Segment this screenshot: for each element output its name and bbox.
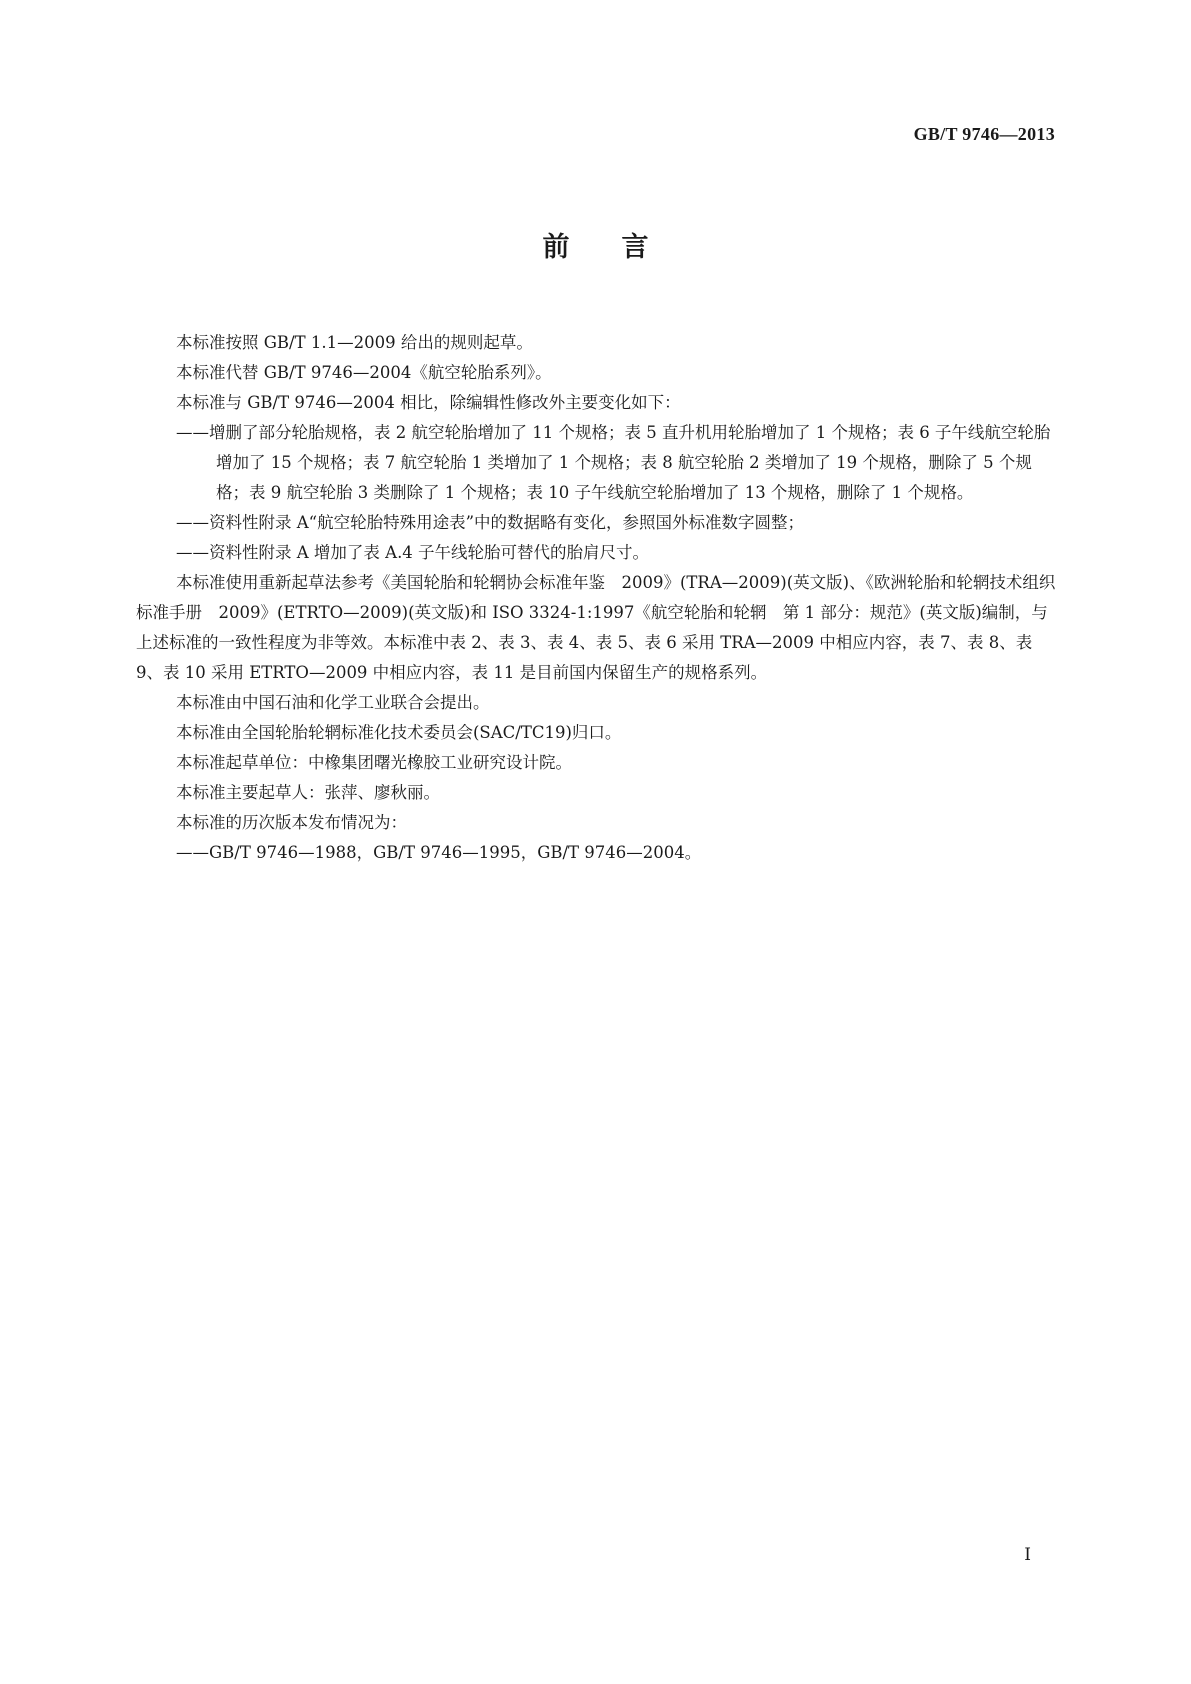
paragraph-drafting-rules: 本标准按照 GB/T 1.1—2009 给出的规则起草。 (176, 333, 533, 352)
document-body (136, 328, 1058, 868)
paragraph-drafters: 本标准主要起草人：张萍、廖秋丽。 (176, 783, 440, 802)
paragraph-replaces: 本标准代替 GB/T 9746—2004《航空轮胎系列》。 (176, 363, 552, 382)
history-item: ——GB/T 9746—1988，GB/T 9746—1995，GB/T 9746—2004。 (176, 843, 702, 862)
change-item-annex-data: ——资料性附录 A“航空轮胎特殊用途表”中的数据略有变化，参照国外标准数字圆整； (176, 513, 805, 532)
page-title: 前言 (542, 232, 701, 263)
standard-code: GB/T 9746—2013 (913, 124, 1055, 144)
paragraph-references: 本标准使用重新起草法参考《美国轮胎和轮辋协会标准年鉴 2009》(TRA—2009)(英文版)、《欧洲轮胎和轮辋技术组织标准手册 2009》(ETRTO—2009)(英文版)和 ISO 3324-1:1997《航空轮胎和轮辋 第 1 部分：规范》(英文版)编制，与上述标准的一致性程度为非等效。本标准中表 2、表 3、表 4、表 5、表 6 采用 TRA—2009 中相应内容，表 7、表 8、表 9、表 10 采用 ETRTO—2009 中相应内容，表 11 是目前国内保留生产的规格系列。 (136, 573, 1056, 682)
change-item-specs: ——增删了部分轮胎规格，表 2 航空轮胎增加了 11 个规格；表 5 直升机用轮胎增加了 1 个规格；表 6 子午线航空轮胎增加了 15 个规格；表 7 航空轮胎 1 类增加了 1 个规格；表 8 航空轮胎 2 类增加了 19 个规格，删除了 5 个规格；表 9 航空轮胎 3 类删除了 1 个规格；表 10 子午线航空轮胎增加了 13 个规格，删除了 1 个规格。 (176, 423, 1051, 502)
change-item-annex-table: ——资料性附录 A 增加了表 A.4 子午线轮胎可替代的胎肩尺寸。 (176, 543, 650, 562)
page-number: I (1024, 1545, 1031, 1565)
paragraph-drafting-unit: 本标准起草单位：中橡集团曙光橡胶工业研究设计院。 (176, 753, 572, 772)
paragraph-changes-intro: 本标准与 GB/T 9746—2004 相比，除编辑性修改外主要变化如下： (176, 393, 681, 412)
paragraph-committee: 本标准由全国轮胎轮辋标准化技术委员会(SAC/TC19)归口。 (176, 723, 622, 742)
paragraph-history-intro: 本标准的历次版本发布情况为： (176, 813, 407, 832)
paragraph-proposer: 本标准由中国石油和化学工业联合会提出。 (176, 693, 490, 712)
